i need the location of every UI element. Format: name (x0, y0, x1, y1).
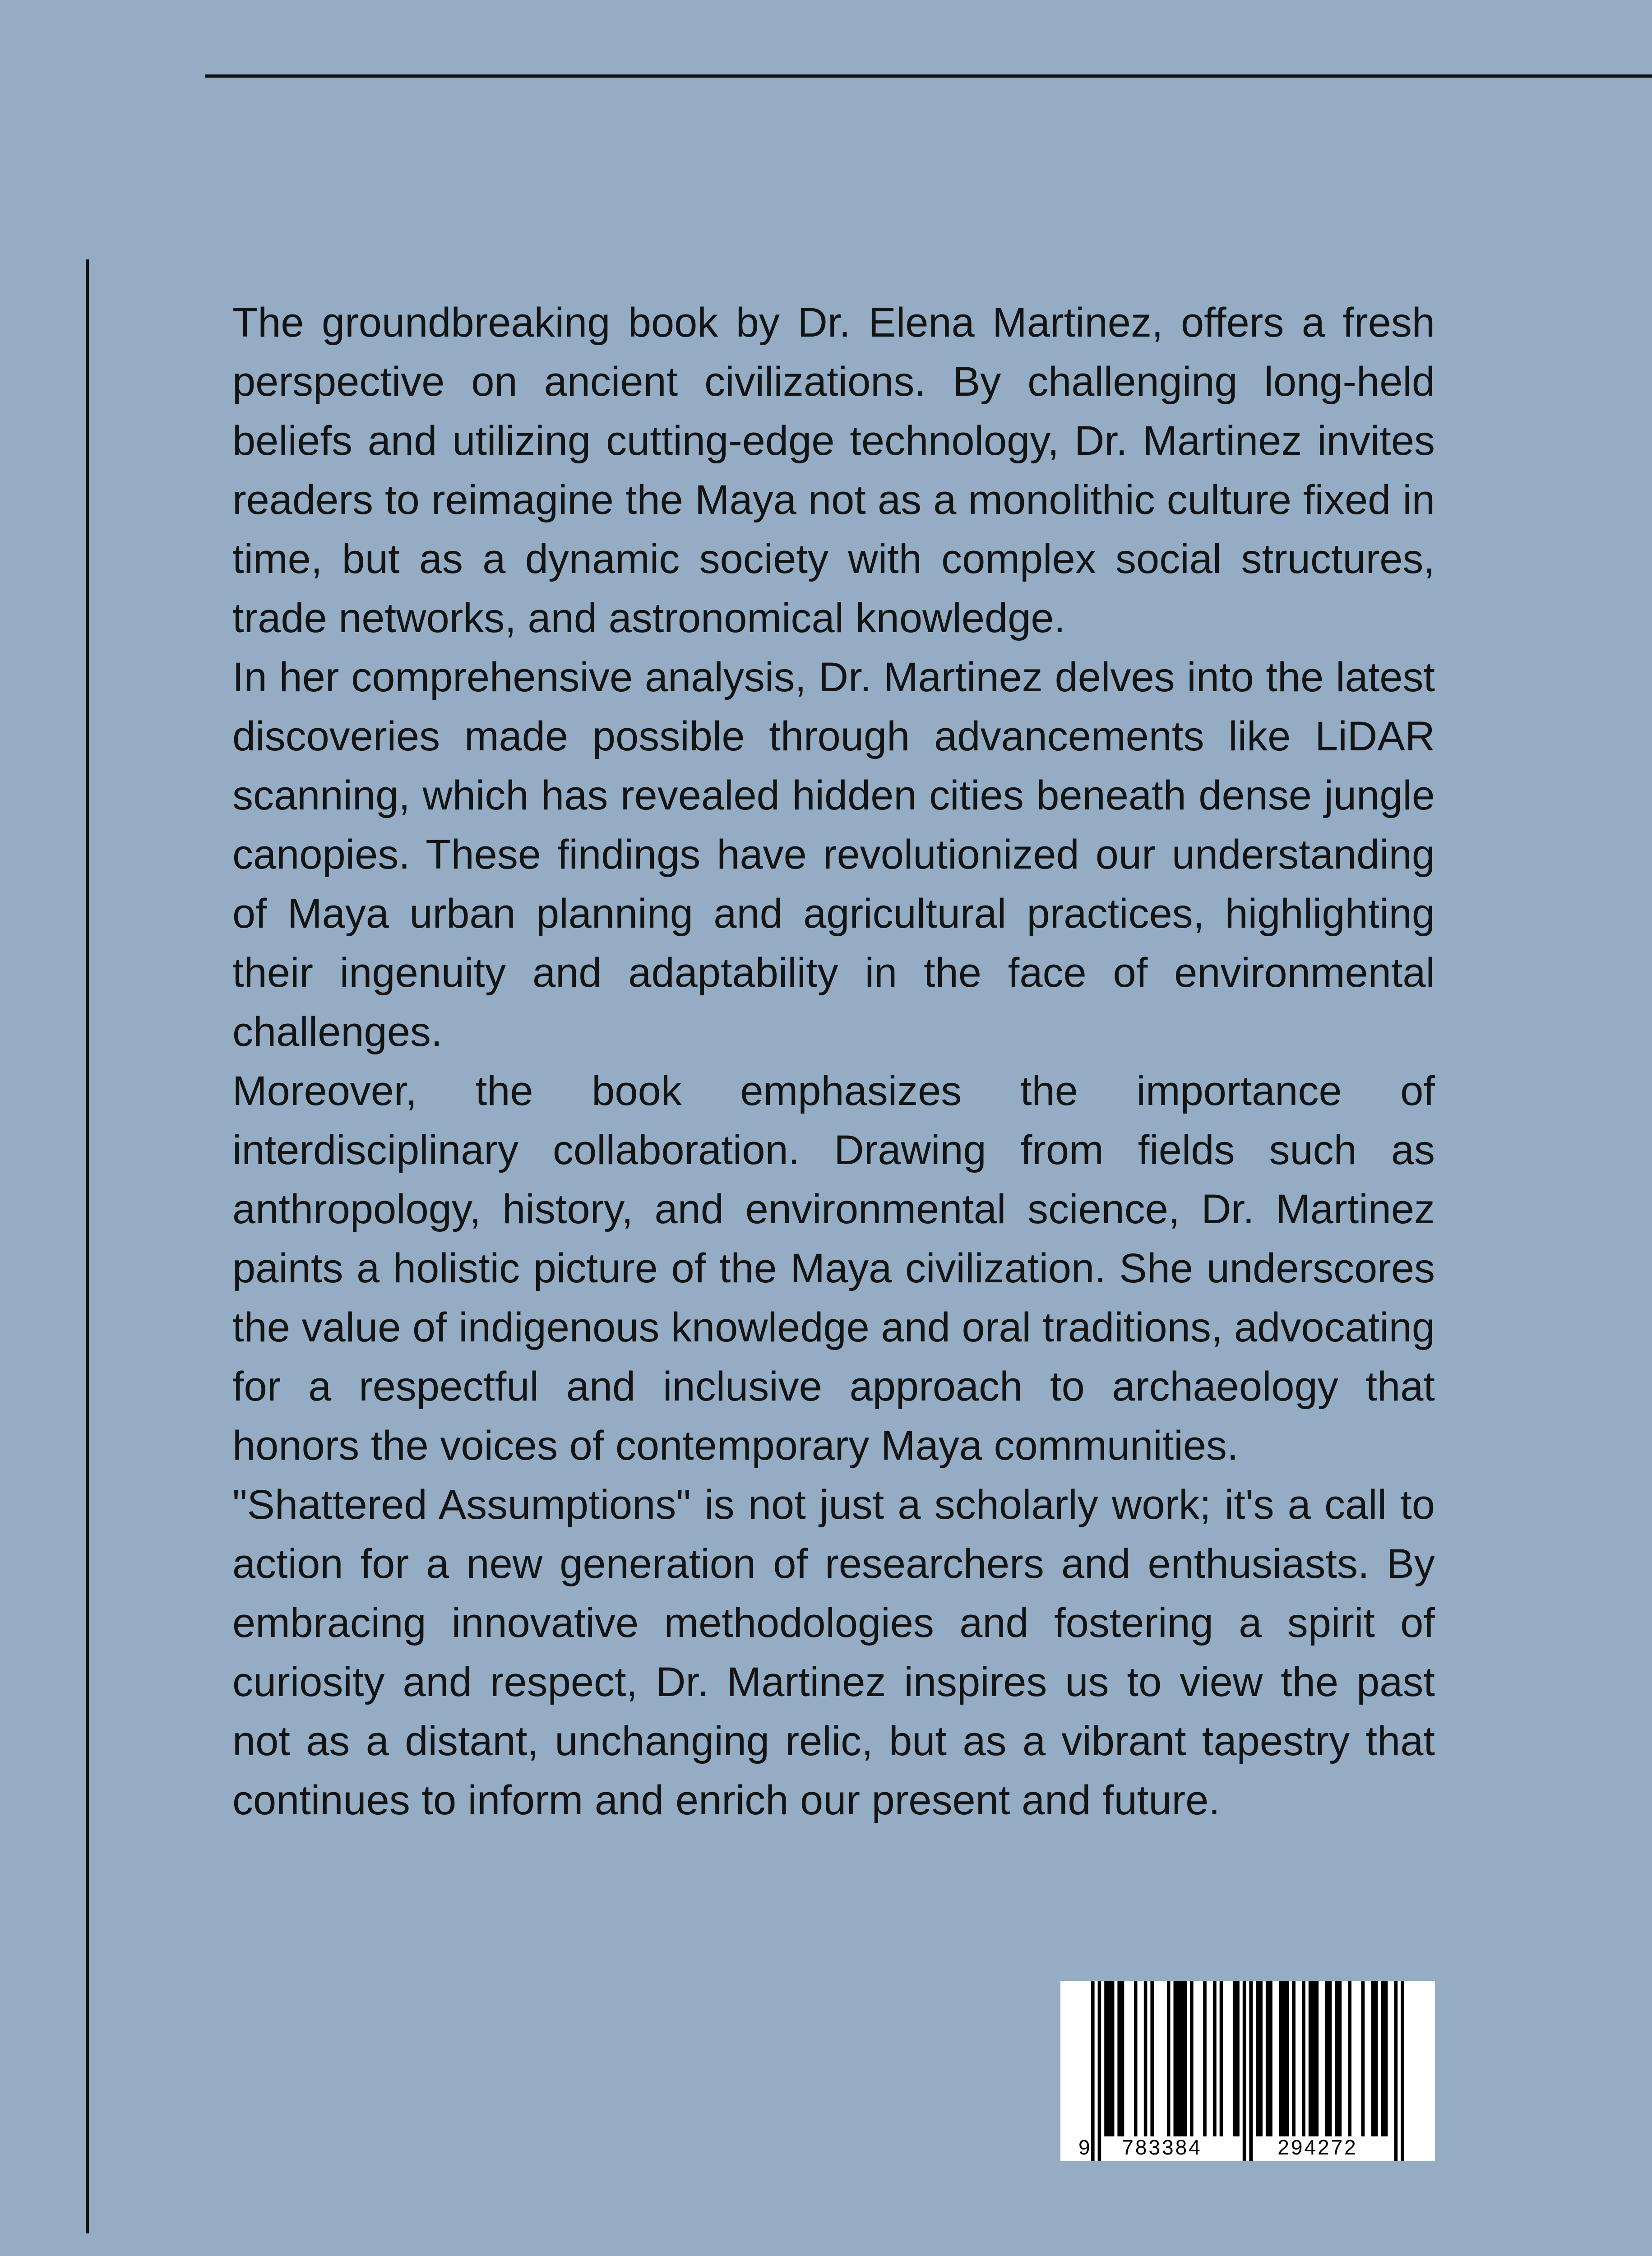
barcode-bar (1220, 1981, 1223, 2136)
barcode-bar (1269, 1981, 1273, 2136)
barcode-bar (1213, 1981, 1217, 2136)
barcode-left-digits: 783384 (1122, 2136, 1202, 2159)
barcode-bar (1203, 1981, 1207, 2136)
description-paragraph: The groundbreaking book by Dr. Elena Martinez, offers a fresh perspective on ancient civilizations. By challenging long-held beliefs and utilizing cutting-edge technology, Dr. Martinez invites readers to reimagine the Maya not as a monolithic culture fixed in time, but as a dynamic society with complex social structures, trade networks, and astronomical knowledge. (232, 300, 1435, 641)
barcode-bar (1286, 1981, 1289, 2136)
barcode-bar (1266, 1981, 1269, 2136)
barcode-bar (1302, 1981, 1305, 2136)
top-rule (205, 74, 1652, 78)
barcode-guard-bar (1394, 1981, 1398, 2161)
barcode-bar (1256, 1981, 1259, 2136)
barcode-bar (1335, 1981, 1338, 2136)
barcode-bar (1361, 1981, 1365, 2136)
barcode-bar (1117, 1981, 1121, 2136)
barcode-bar (1259, 1981, 1263, 2136)
barcode-bar (1325, 1981, 1328, 2136)
barcode-guard-bar (1249, 1981, 1253, 2161)
barcode-guard-bar (1098, 1981, 1101, 2161)
description-paragraph: "Shattered Assumptions" is not just a scholarly work; it's a call to action for a new generation of researchers and enthusiasts. By embracing innovative methodologies and fostering a spirit of curiosity and respect, Dr. Martinez inspires us to view the past not as a distant, unchanging relic, but as a vibrant tapestry that continues to inform and enrich our present and future. (232, 1482, 1435, 1823)
description-paragraph: In her comprehensive analysis, Dr. Martinez delves into the latest discoveries made possible through advancements like LiDAR scanning, which has revealed hidden cities beneath dense jungle canopies. These findings have revolutionized our understanding of Maya urban planning and agricultural practices, highlighting their ingenuity and adaptability in the face of environmental challenges. (232, 654, 1435, 1055)
barcode-bar (1381, 1981, 1384, 2136)
barcode-bar (1328, 1981, 1332, 2136)
barcode-guard-bar (1091, 1981, 1095, 2161)
barcode-bar (1167, 1981, 1171, 2136)
barcode-bar (1177, 1981, 1180, 2136)
barcode-bar (1144, 1981, 1148, 2136)
barcode-bar (1338, 1981, 1342, 2136)
barcode-bar (1104, 1981, 1108, 2136)
barcode-bar (1180, 1981, 1184, 2136)
barcode-bar (1134, 1981, 1138, 2136)
barcode-bar (1236, 1981, 1240, 2136)
barcode-bar (1111, 1981, 1115, 2136)
barcode-graphic (1060, 1981, 1435, 2161)
barcode-guard-bar (1401, 1981, 1404, 2161)
barcode-bar (1150, 1981, 1154, 2136)
back-cover-description (232, 293, 1435, 1830)
barcode-bar (1108, 1981, 1111, 2136)
barcode-guard-bar (1243, 1981, 1246, 2161)
barcode-bar (1371, 1981, 1375, 2136)
barcode-bar (1190, 1981, 1194, 2136)
isbn-barcode (1060, 1981, 1435, 2161)
barcode-bar (1292, 1981, 1296, 2136)
barcode-bar (1121, 1981, 1124, 2136)
barcode-lead-digit: 9 (1078, 2136, 1090, 2159)
barcode-bar (1309, 1981, 1312, 2136)
barcode-bar (1315, 1981, 1319, 2136)
barcode-bar (1282, 1981, 1286, 2136)
barcode-bar (1374, 1981, 1378, 2136)
barcode-bar (1279, 1981, 1282, 2136)
barcode-right-digits: 294272 (1277, 2136, 1358, 2159)
description-paragraph: Moreover, the book emphasizes the importance of interdisciplinary collaboration. Drawing from fields such as anthropology, history, and environmental science, Dr. Martinez paints a holistic picture of the Maya civilization. She underscores the value of indigenous knowledge and oral traditions, advocating for a respectful and inclusive approach to archaeology that honors the voices of contemporary Maya communities. (232, 1068, 1435, 1469)
barcode-bar (1384, 1981, 1388, 2136)
left-rule (86, 259, 89, 2233)
barcode-bar (1174, 1981, 1177, 2136)
barcode-bar (1312, 1981, 1315, 2136)
barcode-bar (1183, 1981, 1187, 2136)
barcode-bar (1348, 1981, 1351, 2136)
barcode-bar (1233, 1981, 1236, 2136)
